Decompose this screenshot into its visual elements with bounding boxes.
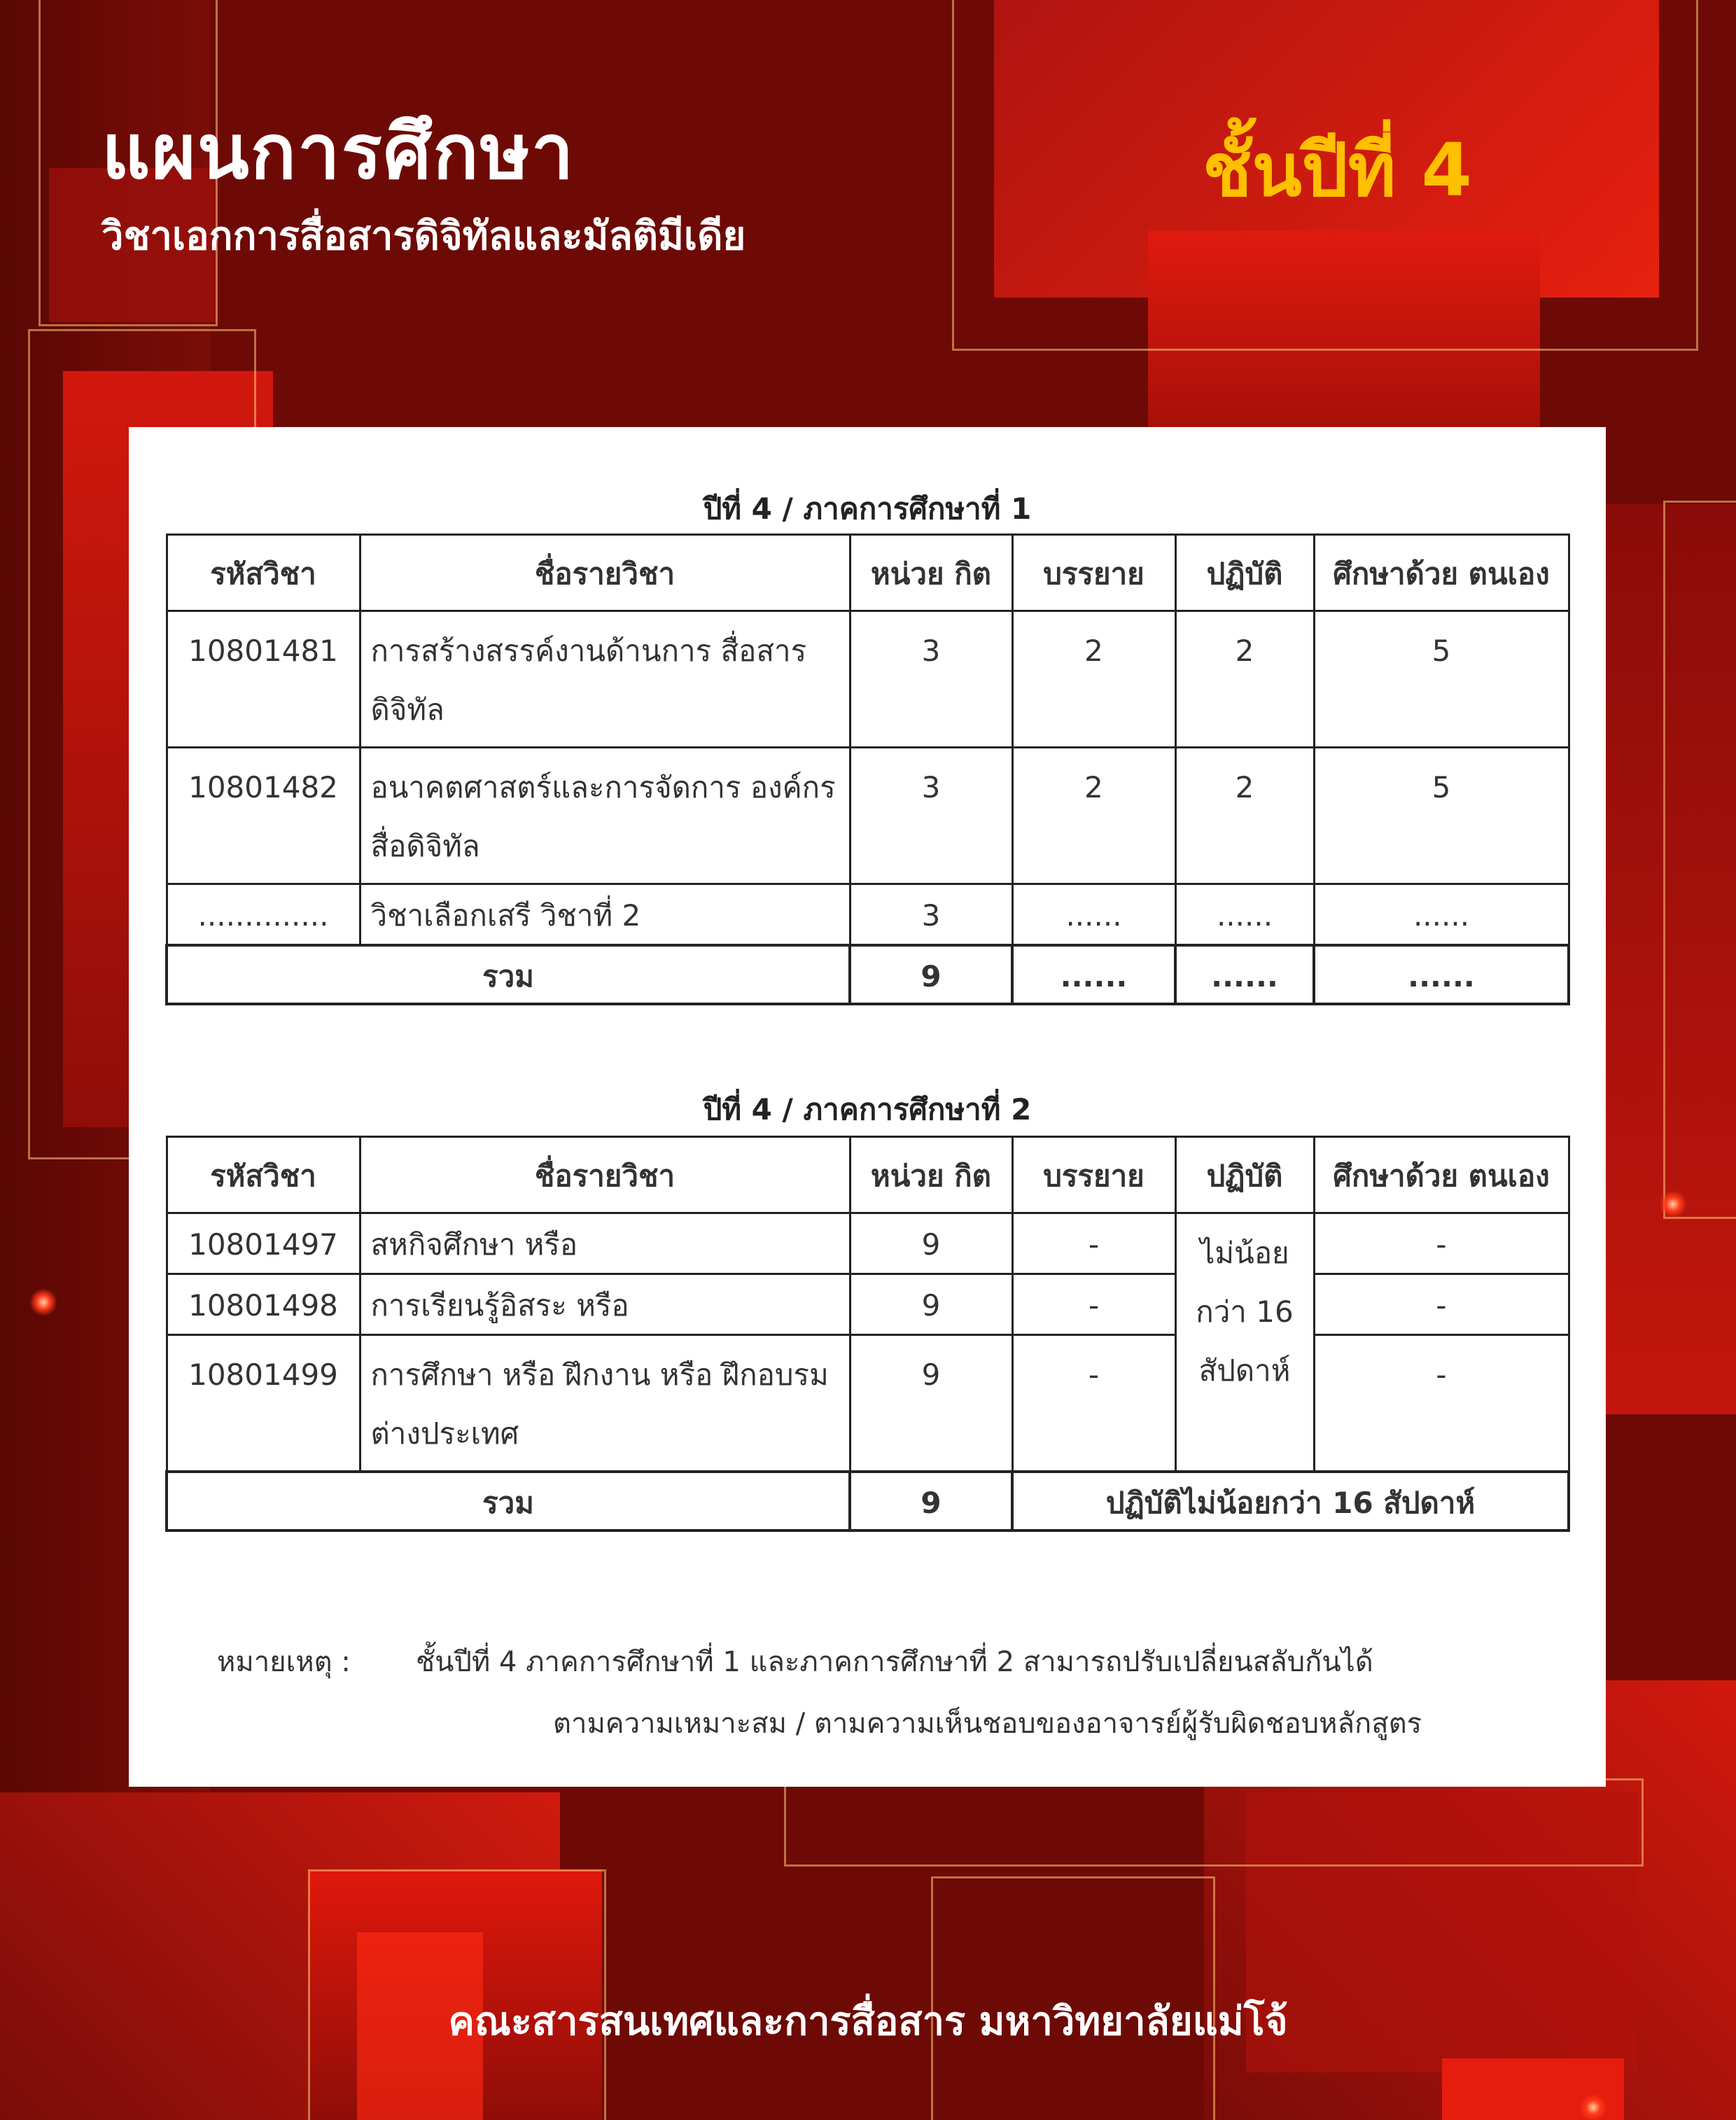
course-credits: 3 <box>850 884 1012 946</box>
course-credits: 3 <box>850 611 1012 748</box>
page-subtitle: วิชาเอกการสื่อสารดิจิทัลและมัลติมีเดีย <box>102 214 746 259</box>
header-credits: หน่วย กิต <box>850 535 1012 611</box>
header-lecture: บรรยาย <box>1012 535 1175 611</box>
table-row <box>167 884 1569 946</box>
header-practice: ปฏิบัติ <box>1175 535 1314 611</box>
semester-2-table <box>165 1136 1570 1532</box>
course-practice: ...... <box>1175 884 1314 946</box>
course-lecture: - <box>1012 1274 1175 1335</box>
course-self-study: - <box>1314 1335 1569 1472</box>
remark-label: หมายเหตุ : <box>217 1646 351 1678</box>
study-plan-panel <box>129 427 1606 1787</box>
header-lecture: บรรยาย <box>1012 1137 1175 1213</box>
course-lecture: 2 <box>1012 748 1175 884</box>
remark-text-1: ชั้นปีที่ 4 ภาคการศึกษาที่ 1 และภาคการศึกษาที่ 2 สามารถปรับเปลี่ยนสลับกันได้ <box>416 1646 1373 1678</box>
table-row <box>167 1274 1569 1335</box>
remark-text-2: ตามความเหมาะสม / ตามความเห็นชอบของอาจารย์ผู้รับผิดชอบหลักสูตร <box>553 1708 1422 1740</box>
header-name: ชื่อรายวิชา <box>360 1137 850 1213</box>
header-practice: ปฏิบัติ <box>1175 1137 1314 1213</box>
course-lecture: 2 <box>1012 611 1175 748</box>
course-code: 10801499 <box>167 1335 360 1472</box>
practice-merged: ไม่น้อย กว่า 16 สัปดาห์ <box>1175 1213 1314 1472</box>
course-self-study: - <box>1314 1274 1569 1335</box>
total-row <box>167 1472 1569 1530</box>
total-credits: 9 <box>850 1472 1012 1530</box>
course-credits: 9 <box>850 1335 1012 1472</box>
course-code: 10801482 <box>167 748 360 884</box>
course-credits: 9 <box>850 1274 1012 1335</box>
total-label: รวม <box>167 1472 850 1530</box>
page-title: แผนการศึกษา <box>102 109 575 196</box>
total-lecture: ...... <box>1012 945 1175 1004</box>
remark-line-1 <box>217 1631 1547 1693</box>
course-practice: 2 <box>1175 748 1314 884</box>
total-note: ปฏิบัติไม่น้อยกว่า 16 สัปดาห์ <box>1012 1472 1569 1530</box>
course-practice: 2 <box>1175 611 1314 748</box>
remark <box>217 1631 1547 1755</box>
course-self-study: 5 <box>1314 611 1569 748</box>
total-practice: ...... <box>1175 945 1314 1004</box>
course-name: อนาคตศาสตร์และการจัดการ องค์กรสื่อดิจิทัล <box>360 748 850 884</box>
header-name: ชื่อรายวิชา <box>360 535 850 611</box>
header-code: รหัสวิชา <box>167 535 360 611</box>
course-name: การสร้างสรรค์งานด้านการ สื่อสารดิจิทัล <box>360 611 850 748</box>
total-label: รวม <box>167 945 850 1004</box>
course-name: การศึกษา หรือ ฝึกงาน หรือ ฝึกอบรมต่างประเทศ <box>360 1335 850 1472</box>
footer-faculty: คณะสารสนเทศและการสื่อสาร มหาวิทยาลัยแม่โจ้ <box>448 1999 1288 2044</box>
semester-1-title: ปีที่ 4 / ภาคการศึกษาที่ 1 <box>703 491 1032 526</box>
course-credits: 9 <box>850 1213 1012 1274</box>
table-row <box>167 748 1569 884</box>
semester-1-table <box>165 534 1570 1005</box>
course-name: วิชาเลือกเสรี วิชาที่ 2 <box>360 884 850 946</box>
header-self-study: ศึกษาด้วย ตนเอง <box>1314 1137 1569 1213</box>
course-self-study: ...... <box>1314 884 1569 946</box>
course-lecture: - <box>1012 1213 1175 1274</box>
total-row <box>167 945 1569 1004</box>
course-code: 10801497 <box>167 1213 360 1274</box>
course-code: 10801481 <box>167 611 360 748</box>
total-self-study: ...... <box>1314 945 1569 1004</box>
course-self-study: 5 <box>1314 748 1569 884</box>
table-header-row <box>167 1137 1569 1213</box>
course-code: 10801498 <box>167 1274 360 1335</box>
table-row <box>167 1335 1569 1472</box>
course-code: .............. <box>167 884 360 946</box>
course-name: สหกิจศึกษา หรือ <box>360 1213 850 1274</box>
course-self-study: - <box>1314 1213 1569 1274</box>
course-credits: 3 <box>850 748 1012 884</box>
table-row <box>167 1213 1569 1274</box>
header-self-study: ศึกษาด้วย ตนเอง <box>1314 535 1569 611</box>
semester-2-title: ปีที่ 4 / ภาคการศึกษาที่ 2 <box>703 1092 1032 1127</box>
year-label: ชั้นปีที่ 4 <box>1203 127 1472 213</box>
table-header-row <box>167 535 1569 611</box>
header-credits: หน่วย กิต <box>850 1137 1012 1213</box>
total-credits: 9 <box>850 945 1012 1004</box>
course-lecture: ...... <box>1012 884 1175 946</box>
course-name: การเรียนรู้อิสระ หรือ <box>360 1274 850 1335</box>
table-row <box>167 611 1569 748</box>
course-lecture: - <box>1012 1335 1175 1472</box>
header-code: รหัสวิชา <box>167 1137 360 1213</box>
